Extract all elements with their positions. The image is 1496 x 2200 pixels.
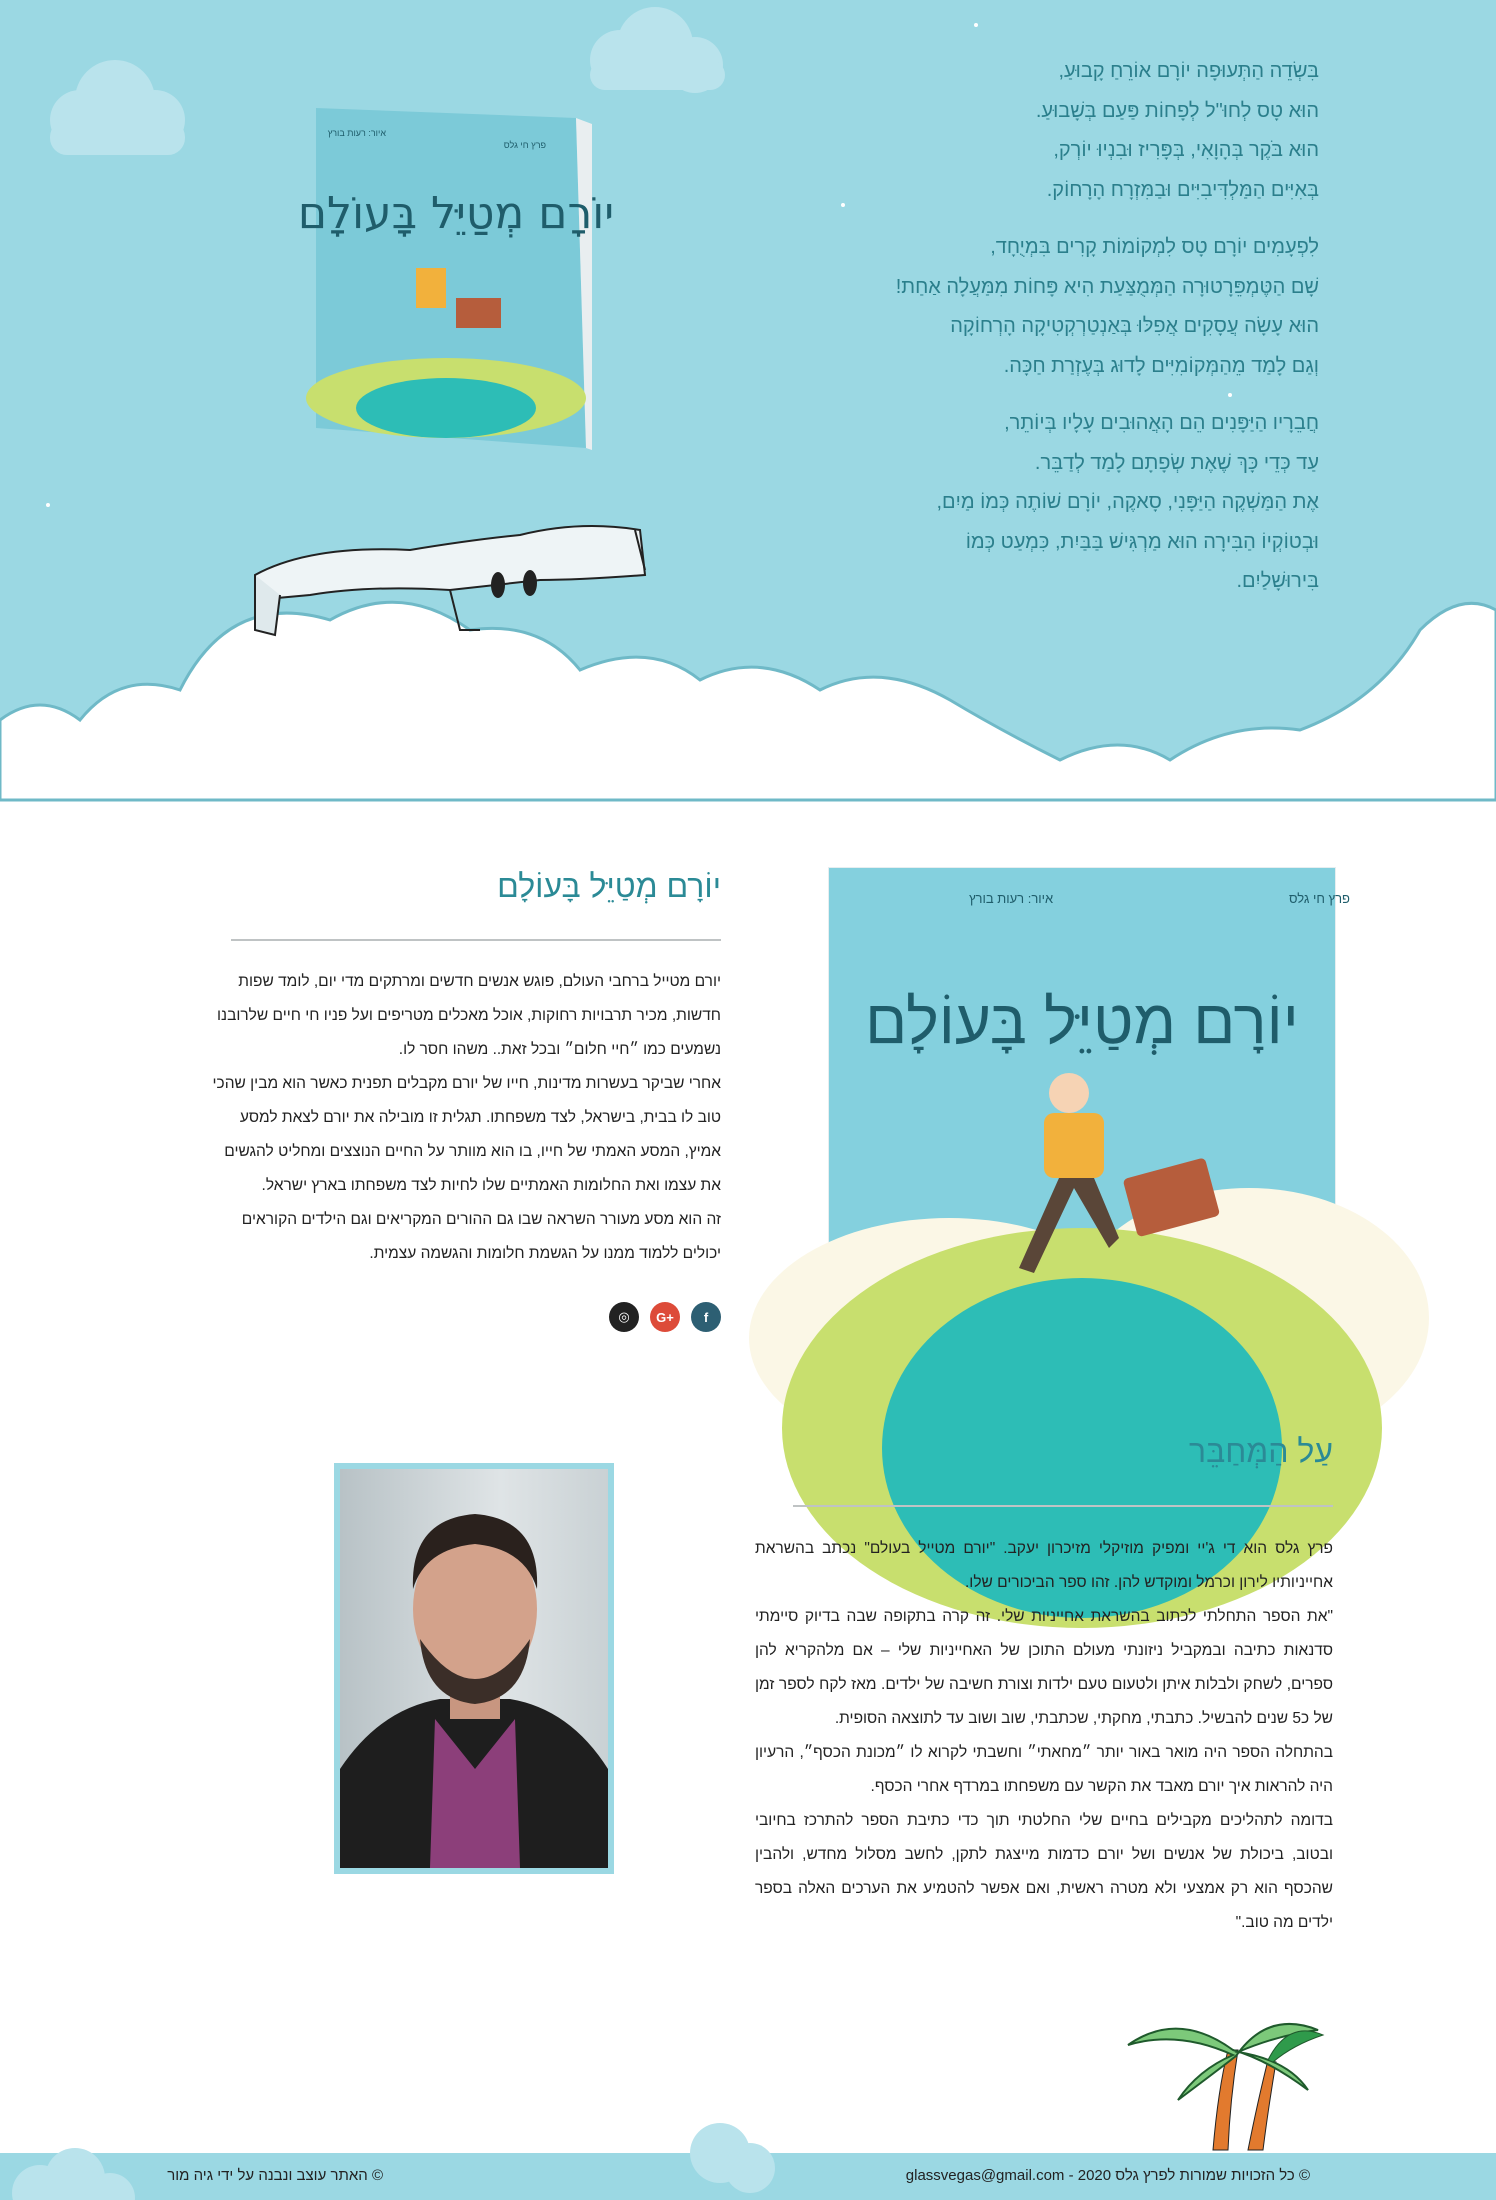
social-links bbox=[609, 1302, 721, 1332]
cover-title-text: יוֹרָם מְטַיֵּל בָּעוֹלָם bbox=[865, 988, 1299, 1057]
cover-author-text: פרץ חי גלס bbox=[1289, 891, 1350, 906]
author-bio-paragraph: "את הספר התחלתי לכתוב בהשראת אחייניות שלי. זה קרה בתקופה שבה בדיוק סיימתי סדנאות כתיבה ובמקביל ניזונתי מעולם התוכן של האחייניות שלי – אם מלהקריא להן ספרים, לשחק ולבלות איתן ולטעום טעם ילדות וצורת חשיבה של ילדים. מאז לקח לספר זמן של כ5 שנים להבשיל. כתבתי, מחקתי, שכתבתי, שוב ושוב עד לתוצאה הסופית. bbox=[755, 1608, 1333, 1727]
poem-stanza bbox=[759, 404, 1319, 602]
book-title-divider bbox=[231, 939, 721, 941]
poem-line: הוּא בֹּקֶר בְּהָוָאִי, בְּפָּרִיז וּבִנְיוּ יוֹרְק, bbox=[1053, 139, 1319, 161]
poem-line: אֶת הַמַּשְׁקֶה הַיַּפָּנִי, סָאקֶה, יוֹרָם שׁוֹתֶה כְּמוֹ מַיִם, bbox=[936, 491, 1319, 513]
footer-copyright: © כל הזכויות שמורות לפרץ גלס 2020 - glassvegas@gmail.com bbox=[905, 2167, 1310, 2184]
poem-line: בִּירוּשָׁלַיִם. bbox=[1236, 570, 1319, 592]
author-portrait bbox=[334, 1463, 614, 1874]
poem-line: עַד כְּדֵי כָּךְ שֶׁאֶת שְׂפָתָם לָמַד לְדַבֵּר. bbox=[1034, 451, 1319, 474]
instagram-icon[interactable]: ◎ bbox=[609, 1302, 639, 1332]
poem-line: בִּשְׂדֵה הַתְּעוּפָה יוֹרָם אוֹרֵחַ קָבוּעַ, bbox=[1058, 60, 1319, 82]
poem-line: וְגַם לָמַד מֵהַמְּקוֹמִיִּים לָדוּג בְּעֶזְרַת חַכָּה. bbox=[1003, 354, 1319, 377]
author-bio-paragraph: בדומה לתהליכים מקבילים בחיים שלי החלטתי תוך כדי כתיבת הספר להתרכז בחיובי ובטוב, ביכולת של אנשים ושל יורם כדמות מייצגת לתקן, לחשב מסלול מחדש, ולהבין שהכסף הוא רק אמצעי ולא מטרה ראשית, ואם אפשר להטמיע את הערכים האלה בספר ילדים מה טוב." bbox=[755, 1812, 1333, 1931]
mockup-title: יוֹרָם מְטַיֵּל בָּעוֹלָם bbox=[297, 188, 615, 239]
hero-section bbox=[0, 0, 1496, 800]
cover-illustrator-text: איור: רעות בורץ bbox=[969, 891, 1054, 906]
book-description-paragraph: יורם מטייל ברחבי העולם, פוגש אנשים חדשים ומרתקים מדי יום, לומד שפות חדשות, מכיר תרבויות רחוקות, אוכל מאכלים מטריפים ועל פניו חי חיים שלרובנו נשמעים כמו ״חיי חלום״ ובכל זאת.. משהו חסר לו. bbox=[217, 973, 721, 1058]
author-bio-paragraph: בהתחלה הספר היה מואר באור יותר ״מחאתי״ וחשבתי לקרוא לו ״מכונת הכסף״, הרעיון היה להראות איך יורם מאבד את הקשר עם משפחתו במרדף אחרי הכסף. bbox=[755, 1744, 1333, 1795]
poem-line: וּבְטוֹקְיוֹ הַבִּירָה הוּא מַרְגִּישׁ בַּבַּיִת, כִּמְעַט כְּמוֹ bbox=[965, 530, 1319, 553]
author-title-divider bbox=[793, 1505, 1333, 1507]
book-description-paragraph: אחרי שביקר בעשרות מדינות, חייו של יורם מקבלים תפנית כאשר הוא מבין שהכי טוב לו בבית, בישראל, לצד משפחתו. תגלית זו מובילה את יורם לצאת למסע אמיץ, המסע האמתי של חייו, בו הוא מוותר על החיים הנוצצים ומחליט להגשים את עצמו ואת החלומות האמתיים שלו לחיות לצד משפחתו בארץ ישראל. bbox=[212, 1075, 721, 1194]
ice-bridge-illustration bbox=[250, 500, 650, 645]
book-description-paragraph: זה הוא מסע מעורר השראה שבו גם ההורים המקריאים וגם הילדים הקוראים יכולים ללמוד ממנו על הגשמת חלומות והגשמה עצמית. bbox=[241, 1211, 721, 1262]
poem-stanza bbox=[759, 228, 1319, 386]
poem-line: חֲבֵרָיו הַיַּפָּנִים הֵם הָאֲהוּבִים עָלָיו בְּיוֹתֵר, bbox=[1004, 412, 1319, 434]
google-plus-icon[interactable]: G+ bbox=[650, 1302, 680, 1332]
poem-line: הוּא טָס לְחוּ"ל לְפָחוֹת פַּעַם בְּשָׁבוּעַ. bbox=[1035, 99, 1319, 122]
book-cover-image bbox=[828, 867, 1350, 1356]
mockup-author: פרץ חי גלס bbox=[503, 140, 546, 150]
poem-line: לִפְעָמִים יוֹרָם טָס לִמְקוֹמוֹת קָרִים בִּמְיֻחָד, bbox=[990, 236, 1319, 258]
mockup-illustrator: איור: רעות בורץ bbox=[327, 128, 386, 138]
author-bio bbox=[755, 1532, 1333, 1940]
hero-poem bbox=[759, 52, 1319, 620]
book-title: יוֹרָם מְטַיֵּל בָּעוֹלָם bbox=[497, 868, 721, 904]
poem-line: שָׁם הַטֶּמְפֵּרָטוּרָה הַמְּמֻצַּעַת הִיא פָּחוֹת מִמַּעֲלָה אַחַת! bbox=[895, 275, 1319, 298]
site-footer bbox=[0, 2153, 1496, 2200]
book-description bbox=[200, 965, 721, 1271]
footer-credit: © האתר עוצב ונבנה על ידי גיה מור bbox=[167, 2167, 383, 2184]
facebook-icon[interactable]: f bbox=[691, 1302, 721, 1332]
book-mockup-image bbox=[297, 98, 615, 450]
poem-line: בְּאִיִּים הַמַּלְדִּיבִיִּים וּבַמִּזְרָח הָרָחוֹק. bbox=[1046, 178, 1319, 201]
author-bio-paragraph: פרץ גלס הוא די ג'יי ומפיק מוזיקלי מזיכרון יעקב. "יורם מטייל בעולם" נכתב בהשראת אחייניותיו לירון וכרמל ומוקדש להן. זהו ספר הביכורים שלו. bbox=[755, 1540, 1333, 1591]
palm-tree-illustration bbox=[1118, 1990, 1323, 2155]
poem-line: הוּא עָשָׂה עֲסָקִים אֲפִלּוּ בְּאַנְטַרְקְטִיקָה הָרְחוֹקָה bbox=[950, 315, 1319, 337]
poem-stanza bbox=[759, 52, 1319, 210]
author-section-title: עַל הַמְּחַבֵּר bbox=[1188, 1433, 1333, 1469]
